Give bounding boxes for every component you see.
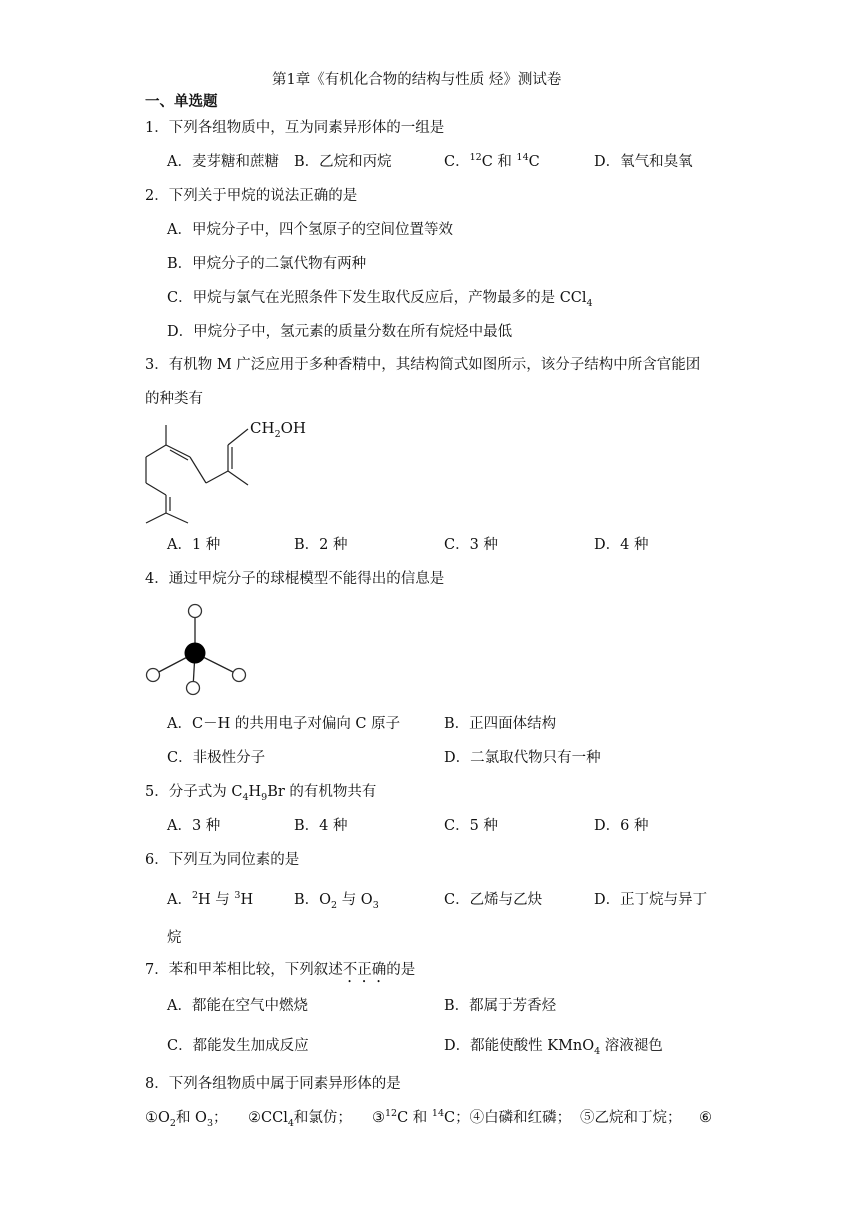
q4-option-c: C．非极性分子 [167, 750, 266, 766]
q1-option-c: C．$^{12}$C 和 $^{14}$C [444, 152, 540, 170]
q6-option-a: A．$^2$H 与 $^3$H [167, 890, 254, 908]
q2-option-d: D．甲烷分子中，氢元素的质量分数在所有烷烃中最低 [167, 324, 513, 340]
q2-option-b: B．甲烷分子的二氯代物有两种 [167, 256, 367, 272]
q3-struct-label: $CH_2OH$ [250, 419, 306, 440]
q1-option-a: A．麦芽糖和蔗糖 [167, 154, 279, 170]
q8-item-5: ⑤乙烷和丁烷； [580, 1110, 682, 1126]
q2-option-c: C．甲烷与氯气在光照条件下发生取代反应后，产物最多的是 CCl$_4$ [167, 290, 593, 309]
q6-option-c: C．乙烯与乙炔 [444, 892, 543, 908]
q8-items-line: $①O_2$和 $O_3$； [145, 1110, 228, 1129]
q2-stem: 2．下列关于甲烷的说法正确的是 [145, 188, 358, 204]
q3-option-c: C．3 种 [444, 537, 498, 553]
q1-option-d: D．氧气和臭氧 [594, 154, 693, 170]
q5-option-d: D．6 种 [594, 818, 649, 834]
q7-option-d: D．都能使酸性 KMnO$_4$ 溶液褪色 [444, 1038, 663, 1057]
q6-option-d: D．正丁烷与异丁 [594, 892, 708, 908]
q2-option-a: A．甲烷分子中，四个氢原子的空间位置等效 [167, 222, 453, 238]
q3-stem-line1: 3．有机物 M 广泛应用于多种香精中，其结构简式如图所示，该分子结构中所含官能团 [145, 357, 701, 373]
q4-stem: 4．通过甲烷分子的球棍模型不能得出的信息是 [145, 571, 445, 587]
methane-ball-stick-model [140, 600, 260, 700]
q8-stem: 8．下列各组物质中属于同素异形体的是 [145, 1076, 401, 1092]
q7-option-c: C．都能发生加成反应 [167, 1038, 309, 1054]
q3-stem-line2: 的种类有 [145, 391, 203, 407]
q1-stem: 1．下列各组物质中，互为同素异形体的一组是 [145, 120, 445, 136]
q4-option-b: B．正四面体结构 [444, 716, 557, 732]
q5-option-b: B．4 种 [294, 818, 348, 834]
q8-item-3-4: ③$^{12}$C 和 $^{14}$C；④白磷和红磷； [372, 1108, 572, 1126]
q1-option-b: B．乙烷和丙烷 [294, 154, 392, 170]
q3-option-a: A．1 种 [167, 537, 221, 553]
q6-option-d-cont: 烷 [167, 930, 182, 946]
q7-stem: 7．苯和甲苯相比较，下列叙述不正确的是 [145, 962, 416, 978]
q7-option-a: A．都能在空气中燃烧 [167, 998, 308, 1014]
q8-item-2: ②CCl$_4$和氯仿； [248, 1110, 352, 1129]
q5-option-c: C．5 种 [444, 818, 498, 834]
q6-option-b: B．$O_2$ 与 $O_3$ [294, 892, 379, 911]
q6-stem: 6．下列互为同位素的是 [145, 852, 300, 868]
q7-option-b: B．都属于芳香烃 [444, 998, 557, 1014]
page-title: 第1章《有机化合物的结构与性质 烃》测试卷 [272, 72, 562, 88]
q5-option-a: A．3 种 [167, 818, 221, 834]
q8-item-6: ⑥ [699, 1110, 712, 1126]
section-heading: 一、单选题 [145, 93, 218, 110]
q4-option-d: D．二氯取代物只有一种 [444, 750, 601, 766]
q5-stem: 5．分子式为 $C_4H_9Br$ 的有机物共有 [145, 784, 377, 803]
q4-option-a: A．C－H 的共用电子对偏向 C 原子 [167, 716, 401, 732]
q3-option-b: B．2 种 [294, 537, 348, 553]
q3-option-d: D．4 种 [594, 537, 649, 553]
